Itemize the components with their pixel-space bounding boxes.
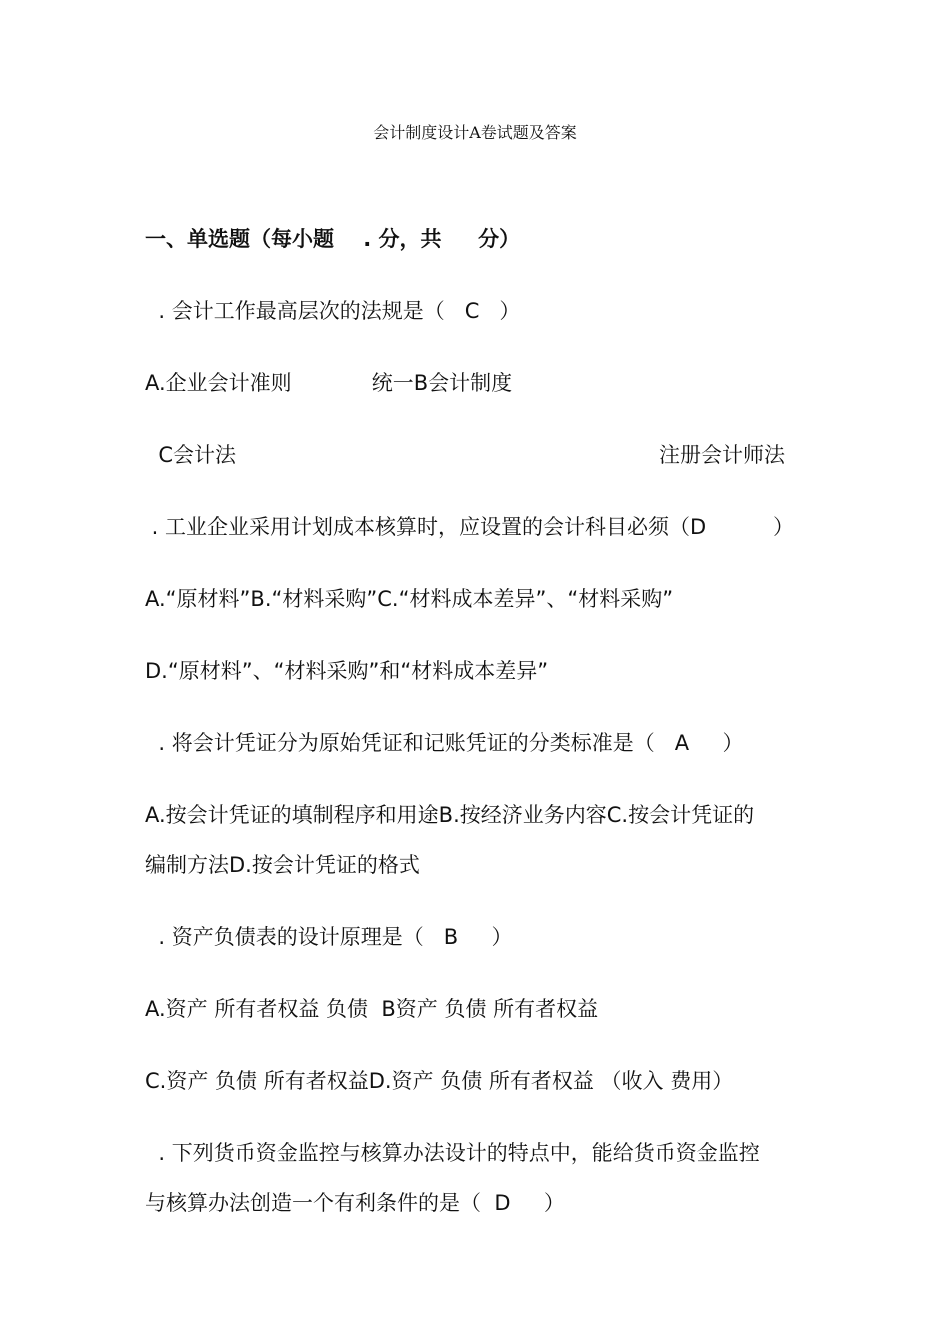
- question-2: . 工业企业采用计划成本核算时，应设置的会计科目必须（D ）: [145, 515, 794, 539]
- question-3: . 将会计凭证分为原始凭证和记账凭证的分类标准是（ A ）: [145, 731, 744, 755]
- section-heading: 一、单选题（每小题 . 分，共 分）: [145, 227, 521, 251]
- q1-option-d: 注册会计师法: [659, 443, 785, 467]
- q2-options-abc: A.“原材料”B.“材料采购”C.“材料成本差异”、“材料采购”: [145, 587, 674, 611]
- question-4: . 资产负债表的设计原理是（ B ）: [145, 925, 513, 949]
- question-5-line-2: 与核算办法创造一个有利条件的是（ D ）: [145, 1191, 565, 1215]
- q1-option-c: C会计法: [145, 443, 237, 467]
- question-5-line-1: . 下列货币资金监控与核算办法设计的特点中，能给货币资金监控: [145, 1141, 760, 1165]
- q3-options-line-2: 编制方法D.按会计凭证的格式: [145, 853, 420, 877]
- question-1: . 会计工作最高层次的法规是（ C ）: [145, 299, 521, 323]
- q3-options-line-1: A.按会计凭证的填制程序和用途B.按经济业务内容C.按会计凭证的: [145, 803, 755, 827]
- q4-options-cd: C.资产 负债 所有者权益D.资产 负债 所有者权益 （收入 费用）: [145, 1069, 734, 1093]
- q1-options-ab: A.企业会计准则 统一B会计制度: [145, 371, 513, 395]
- q2-option-d: D.“原材料”、“材料采购”和“材料成本差异”: [145, 659, 549, 683]
- q4-options-ab: A.资产 所有者权益 负债 B资产 负债 所有者权益: [145, 997, 599, 1021]
- document-title: 会计制度设计A卷试题及答案: [373, 123, 577, 142]
